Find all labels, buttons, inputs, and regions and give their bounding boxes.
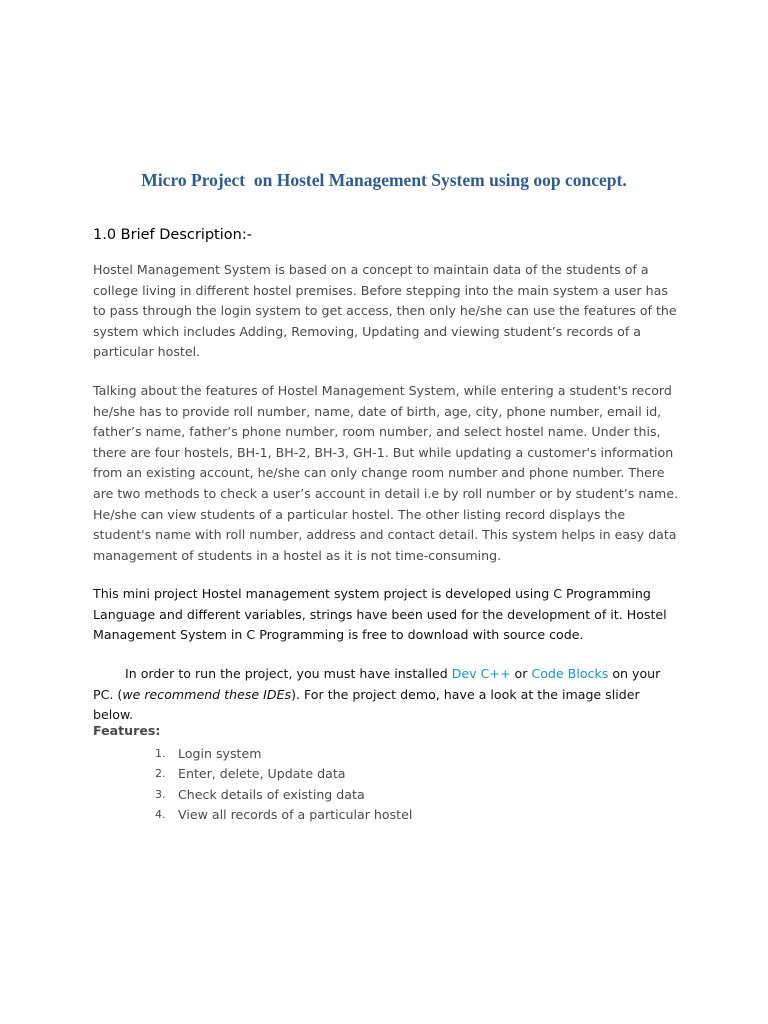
paragraph-run-instructions <box>93 664 683 726</box>
section-heading: 1.0 Brief Description:- <box>93 227 252 243</box>
feature-number: 3. <box>155 787 166 801</box>
run-text-1: In order to run the project, you must have installed <box>93 666 452 681</box>
paragraph-features-detail: Talking about the features of Hostel Management System, while entering a student's record he/she has to provide roll number, name, date of birth, age, city, phone number, email id, father’s name, father’s phone number, room number, and select hostel name. Under this, there are four hostels, BH-1, BH-2, BH-3, GH-1. But while updating a customer's information from an existing account, he/she can only change room number and phone number. There are two methods to check a user’s account in detail i.e by roll number or by student’s name. He/she can view students of a particular hostel. The other listing record displays the student's name with roll number, address and contact detail. This system helps in easy data management of students in a hostel as it is not time-consuming. <box>93 383 679 563</box>
feature-number: 4. <box>155 808 166 822</box>
run-text-4: ). For the project demo, have a look at the image slider below. <box>93 686 644 723</box>
feature-text: View all records of a particular hostel <box>178 807 413 823</box>
ide-recommendation: we recommend these IDEs <box>122 686 292 702</box>
paragraph-intro: Hostel Management System is based on a concept to maintain data of the students of a college living in different hostel premises. Before stepping into the main system a user has to pass through the login system to get access, then only he/she can use the features of the system which includes Adding, Removing, Updating and viewing student’s records of a particular hostel. <box>93 262 677 360</box>
dev-cpp-link[interactable]: Dev C++ <box>451 666 511 681</box>
run-text-2: or <box>510 666 532 681</box>
document-title: Micro Project on Hostel Management System using oop concept. <box>141 170 627 190</box>
feature-text: Enter, delete, Update data <box>178 766 346 782</box>
feature-number: 1. <box>155 747 166 760</box>
feature-text: Login system <box>178 746 262 761</box>
code-blocks-link[interactable]: Code Blocks <box>531 666 609 681</box>
feature-text: Check details of existing data <box>178 786 365 802</box>
paragraph-mini-project: This mini project Hostel management system project is developed using C Programming Language and different variables, strings have been used for the development of it. Hostel Management System in C Programming is free to download with source code. <box>93 586 667 643</box>
run-text-3: on your PC. ( <box>93 666 665 702</box>
features-label: Features: <box>93 723 161 738</box>
feature-number: 2. <box>155 767 166 781</box>
